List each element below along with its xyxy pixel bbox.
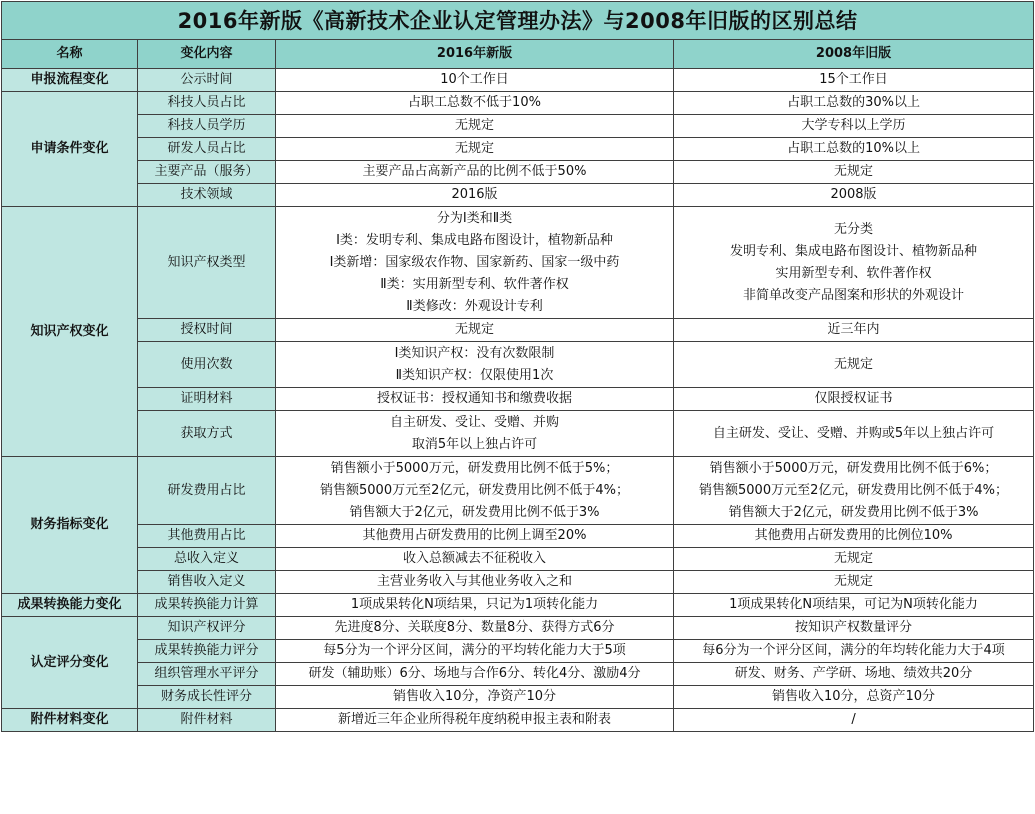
change-item-cell: 使用次数 (138, 342, 276, 388)
change-item-cell: 主要产品（服务） (138, 161, 276, 184)
old-version-cell (674, 640, 1034, 663)
cell-line: 先进度8分、关联度8分、数量8分、获得方式6分 (334, 620, 615, 635)
cell-line: 占职工总数的10%以上 (787, 141, 920, 156)
old-version-cell (674, 571, 1034, 594)
cell-line: 2016版 (451, 187, 498, 202)
category-cell: 认定评分变化 (2, 617, 138, 709)
cell-line: 2008版 (830, 187, 877, 202)
change-item-cell: 证明材料 (138, 388, 276, 411)
change-item-cell: 成果转换能力计算 (138, 594, 276, 617)
old-version-cell (674, 663, 1034, 686)
change-item-cell: 获取方式 (138, 411, 276, 457)
new-version-cell (276, 594, 674, 617)
category-cell: 财务指标变化 (2, 457, 138, 594)
table-row (2, 207, 1034, 319)
cell-line: 取消5年以上独占许可 (411, 436, 538, 452)
cell-line: 授权证书：授权通知书和缴费收据 (376, 391, 572, 406)
cell-line: 其他费用占研发费用的比例上调至20% (362, 528, 587, 543)
table-row (2, 388, 1034, 411)
change-item-cell: 研发人员占比 (138, 138, 276, 161)
cell-line: 15个工作日 (819, 72, 888, 87)
cell-line: 按知识产权数量评分 (795, 620, 913, 635)
table-row (2, 457, 1034, 525)
table-row (2, 548, 1034, 571)
new-version-cell (276, 640, 674, 663)
new-version-cell (276, 525, 674, 548)
cell-line: 1项成果转化N项结果，只记为1项转化能力 (350, 597, 599, 612)
table-row (2, 161, 1034, 184)
header-new-version: 2016年新版 (276, 40, 674, 69)
cell-line: Ⅰ类新增：国家级农作物、国家新药、国家一级中药 (329, 254, 620, 270)
cell-line: 无规定 (454, 322, 494, 337)
new-version-cell (276, 138, 674, 161)
cell-line: 每5分为一个评分区间，满分的平均转化能力大于5项 (323, 643, 626, 658)
cell-line: 无规定 (834, 164, 874, 179)
change-item-cell: 附件材料 (138, 709, 276, 732)
category-cell: 申报流程变化 (2, 69, 138, 92)
cell-line: 无分类 (834, 221, 874, 237)
table-row (2, 640, 1034, 663)
cell-line: / (851, 712, 856, 727)
table-row (2, 686, 1034, 709)
new-version-cell (276, 92, 674, 115)
cell-line: 10个工作日 (440, 72, 509, 87)
table-row (2, 663, 1034, 686)
old-version-cell (674, 161, 1034, 184)
table-row (2, 594, 1034, 617)
new-version-cell (276, 388, 674, 411)
old-version-cell (674, 548, 1034, 571)
change-item-cell: 成果转换能力评分 (138, 640, 276, 663)
category-cell: 知识产权变化 (2, 207, 138, 457)
new-version-cell (276, 207, 674, 319)
cell-line: 主要产品占高新产品的比例不低于50% (362, 164, 587, 179)
change-item-cell: 研发费用占比 (138, 457, 276, 525)
change-item-cell: 公示时间 (138, 69, 276, 92)
header-name: 名称 (2, 40, 138, 69)
new-version-cell (276, 319, 674, 342)
cell-line: 1项成果转化N项结果，可记为N项转化能力 (729, 597, 978, 612)
cell-line: 近三年内 (827, 322, 880, 337)
table-row (2, 342, 1034, 388)
category-cell: 附件材料变化 (2, 709, 138, 732)
title-row (2, 2, 1034, 40)
cell-line: 自主研发、受让、受赠、并购 (389, 414, 559, 430)
cell-line: 其他费用占研发费用的比例位10% (754, 528, 953, 543)
cell-line: Ⅱ类：实用新型专利、软件著作权 (380, 276, 569, 292)
table-row (2, 709, 1034, 732)
cell-line: 发明专利、集成电路布图设计、植物新品种 (730, 243, 978, 259)
cell-line: 无规定 (834, 356, 874, 372)
change-item-cell: 销售收入定义 (138, 571, 276, 594)
new-version-cell (276, 411, 674, 457)
header-change: 变化内容 (138, 40, 276, 69)
old-version-cell (674, 525, 1034, 548)
old-version-cell (674, 617, 1034, 640)
cell-line: 大学专科以上学历 (801, 118, 906, 133)
change-item-cell: 科技人员占比 (138, 92, 276, 115)
new-version-cell (276, 571, 674, 594)
cell-line: 无规定 (834, 551, 874, 566)
cell-line: 占职工总数的30%以上 (787, 95, 920, 110)
table-row (2, 138, 1034, 161)
cell-line: 无规定 (834, 574, 874, 589)
old-version-cell (674, 92, 1034, 115)
cell-line: 收入总额减去不征税收入 (402, 551, 546, 566)
cell-line: 销售额大于2亿元，研发费用比例不低于3% (728, 504, 979, 520)
cell-line: 销售额小于5000万元，研发费用比例不低于5%； (330, 460, 619, 476)
change-item-cell: 知识产权评分 (138, 617, 276, 640)
new-version-cell (276, 69, 674, 92)
new-version-cell (276, 457, 674, 525)
new-version-cell (276, 342, 674, 388)
new-version-cell (276, 548, 674, 571)
cell-line: 仅限授权证书 (814, 391, 893, 406)
old-version-cell (674, 388, 1034, 411)
cell-line: 主营业务收入与其他业务收入之和 (376, 574, 572, 589)
cell-line: Ⅰ类：发明专利、集成电路布图设计，植物新品种 (336, 232, 613, 248)
table-row (2, 411, 1034, 457)
cell-line: 无规定 (454, 141, 494, 156)
old-version-cell (674, 686, 1034, 709)
old-version-cell (674, 709, 1034, 732)
cell-line: 实用新型专利、软件著作权 (775, 265, 932, 281)
old-version-cell (674, 319, 1034, 342)
cell-line: 自主研发、受让、受赠、并购或5年以上独占许可 (712, 425, 995, 441)
change-item-cell: 总收入定义 (138, 548, 276, 571)
table-row (2, 69, 1034, 92)
table-row (2, 115, 1034, 138)
comparison-table (1, 1, 1034, 732)
new-version-cell (276, 709, 674, 732)
category-cell: 成果转换能力变化 (2, 594, 138, 617)
old-version-cell (674, 457, 1034, 525)
new-version-cell (276, 617, 674, 640)
old-version-cell (674, 184, 1034, 207)
old-version-cell (674, 115, 1034, 138)
new-version-cell (276, 184, 674, 207)
table-row (2, 571, 1034, 594)
change-item-cell: 财务成长性评分 (138, 686, 276, 709)
cell-line: Ⅱ类知识产权：仅限使用1次 (395, 367, 554, 383)
cell-line: 销售收入10分，总资产10分 (771, 689, 936, 704)
old-version-cell (674, 138, 1034, 161)
cell-line: 销售额5000万元至2亿元，研发费用比例不低于4%； (320, 482, 629, 498)
old-version-cell (674, 207, 1034, 319)
old-version-cell (674, 411, 1034, 457)
cell-line: 销售收入10分，净资产10分 (392, 689, 557, 704)
change-item-cell: 授权时间 (138, 319, 276, 342)
new-version-cell (276, 115, 674, 138)
change-item-cell: 组织管理水平评分 (138, 663, 276, 686)
cell-line: 销售额大于2亿元，研发费用比例不低于3% (349, 504, 600, 520)
table-row (2, 525, 1034, 548)
old-version-cell (674, 594, 1034, 617)
table-title: 2016年新版《高新技术企业认定管理办法》与2008年旧版的区别总结 (2, 2, 1034, 40)
cell-line: 占职工总数不低于10% (408, 95, 541, 110)
table-row (2, 184, 1034, 207)
header-row (2, 40, 1034, 69)
table-body (2, 2, 1034, 732)
table-row (2, 319, 1034, 342)
change-item-cell: 知识产权类型 (138, 207, 276, 319)
cell-line: 每6分为一个评分区间，满分的年均转化能力大于4项 (702, 643, 1005, 658)
cell-line: Ⅰ类知识产权：没有次数限制 (394, 345, 555, 361)
change-item-cell: 科技人员学历 (138, 115, 276, 138)
table-row (2, 617, 1034, 640)
new-version-cell (276, 663, 674, 686)
new-version-cell (276, 161, 674, 184)
new-version-cell (276, 686, 674, 709)
cell-line: Ⅱ类修改：外观设计专利 (406, 298, 543, 314)
change-item-cell: 技术领域 (138, 184, 276, 207)
cell-line: 新增近三年企业所得税年度纳税申报主表和附表 (337, 712, 611, 727)
cell-line: 非简单改变产品图案和形状的外观设计 (743, 287, 965, 303)
category-cell: 申请条件变化 (2, 92, 138, 207)
cell-line: 研发（辅助账）6分、场地与合作6分、转化4分、激励4分 (308, 666, 641, 681)
change-item-cell: 其他费用占比 (138, 525, 276, 548)
cell-line: 销售额5000万元至2亿元，研发费用比例不低于4%； (699, 482, 1008, 498)
cell-line: 销售额小于5000万元，研发费用比例不低于6%； (709, 460, 998, 476)
cell-line: 无规定 (454, 118, 494, 133)
cell-line: 研发、财务、产学研、场地、绩效共20分 (734, 666, 973, 681)
old-version-cell (674, 69, 1034, 92)
table-row (2, 92, 1034, 115)
cell-line: 分为Ⅰ类和Ⅱ类 (436, 210, 513, 226)
old-version-cell (674, 342, 1034, 388)
header-old-version: 2008年旧版 (674, 40, 1034, 69)
